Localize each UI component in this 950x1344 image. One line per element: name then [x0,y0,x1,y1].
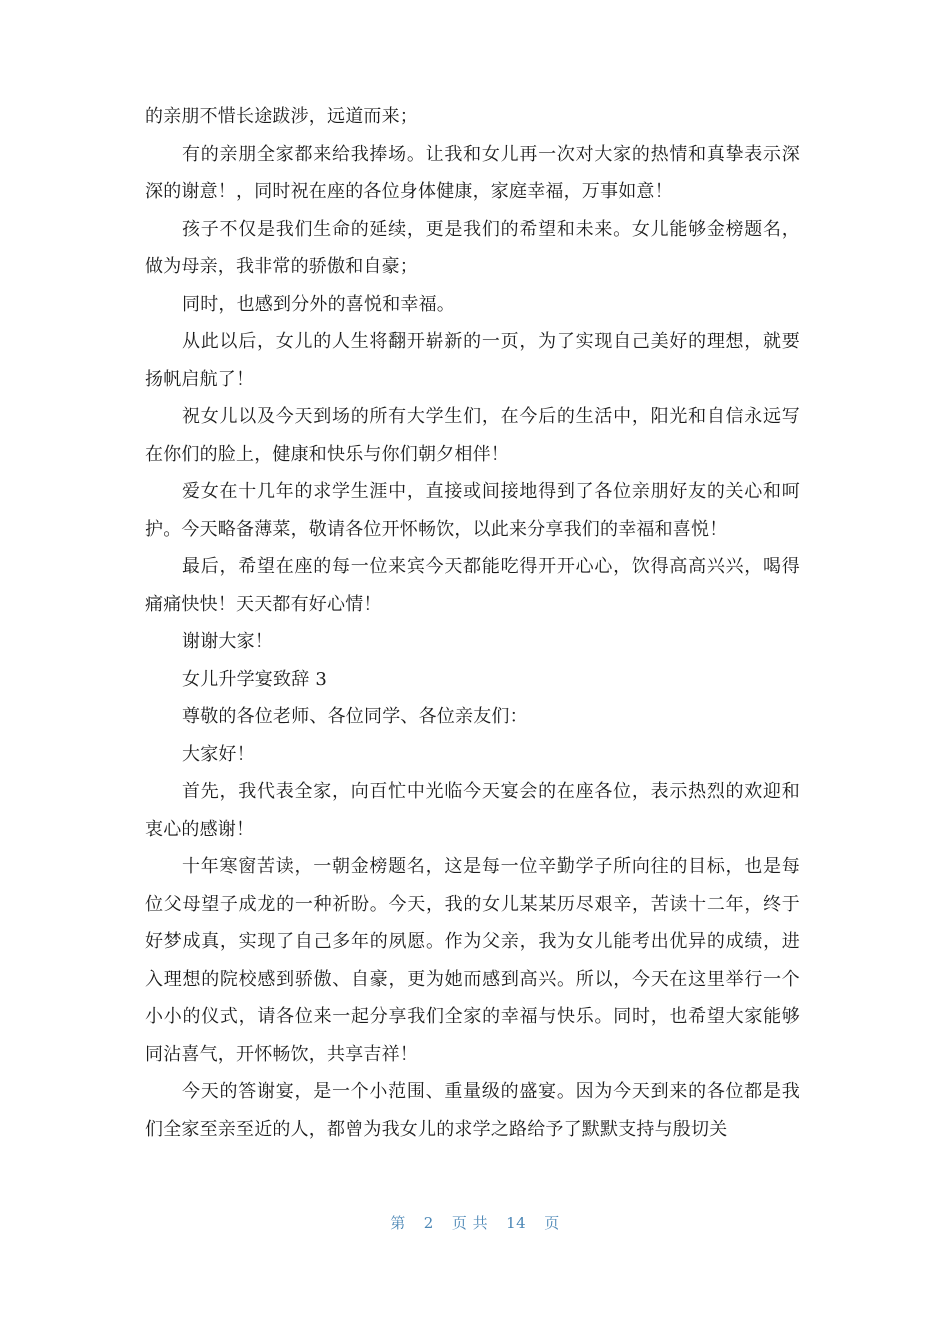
footer-middle: 页 共 [451,1214,489,1232]
paragraph: 今天的答谢宴，是一个小范围、重量级的盛宴。因为今天到来的各位都是我们全家至亲至近的人，都曾为我女儿的求学之路给予了默默支持与殷切关 [145,1081,800,1140]
paragraph: 祝女儿以及今天到场的所有大学生们，在今后的生活中，阳光和自信永远写在你们的脸上，健康和快乐与你们朝夕相伴！ [145,406,800,465]
paragraph: 爱女在十几年的求学生涯中，直接或间接地得到了各位亲朋好友的关心和呵护。今天略备薄菜，敬请各位开怀畅饮，以此来分享我们的幸福和喜悦！ [145,481,800,540]
footer-total-pages: 14 [506,1214,527,1232]
footer-prefix: 第 [390,1214,406,1232]
paragraph: 有的亲朋全家都来给我捧场。让我和女儿再一次对大家的热情和真挚表示深深的谢意！，同时祝在座的各位身体健康，家庭幸福，万事如意！ [145,143,800,202]
footer-page-number: 2 [423,1214,434,1232]
paragraph: 谢谢大家！ [182,631,273,652]
footer-suffix: 页 [544,1214,560,1232]
paragraph: 十年寒窗苦读，一朝金榜题名，这是每一位辛勤学子所向往的目标，也是每位父母望子成龙的一种祈盼。今天，我的女儿某某历尽艰辛，苦读十二年，终于好梦成真，实现了自己多年的夙愿。作为父亲，我为女儿能考出优异的成绩，进入理想的院校感到骄傲、自豪，更为她而感到高兴。所以，今天在这里举行一个小小的仪式，请各位来一起分享我们全家的幸福与快乐。同时，也希望大家能够同沾喜气，开怀畅饮，共享吉祥！ [145,856,800,1065]
paragraph: 孩子不仅是我们生命的延续，更是我们的希望和未来。女儿能够金榜题名，做为母亲，我非常的骄傲和自豪； [145,218,800,277]
paragraph: 从此以后，女儿的人生将翻开崭新的一页，为了实现自己美好的理想，就要扬帆启航了！ [145,331,800,390]
paragraph: 尊敬的各位老师、各位同学、各位亲友们： [182,706,528,727]
paragraph: 首先，我代表全家，向百忙中光临今天宴会的在座各位，表示热烈的欢迎和衷心的感谢！ [145,781,800,840]
document-body [145,98,800,1148]
paragraph: 女儿升学宴致辞 3 [182,668,327,690]
paragraph: 的亲朋不惜长途跋涉，远道而来； [145,106,418,127]
paragraph: 最后，希望在座的每一位来宾今天都能吃得开开心心，饮得高高兴兴，喝得痛痛快快！天天都有好心情！ [145,556,800,615]
paragraph: 同时，也感到分外的喜悦和幸福。 [182,293,455,315]
paragraph: 大家好！ [182,743,255,765]
page-footer [0,1212,950,1233]
